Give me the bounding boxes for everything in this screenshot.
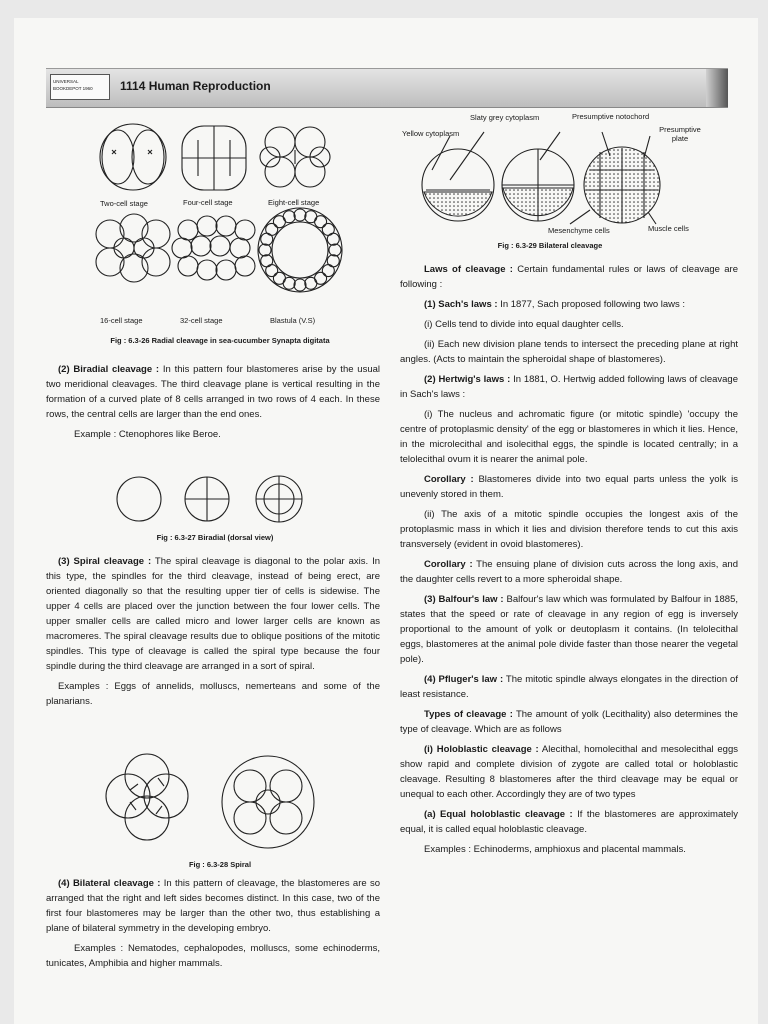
laws-heading: Laws of cleavage : [424,264,513,275]
label-slaty-grey: Slaty grey cytoplasm [470,113,540,122]
spiral-heading: (3) Spiral cleavage : [58,556,152,567]
equal-holoblastic-text: If the blastomeres are approximately equal, it is called equal holoblastic cleavage. [400,809,739,835]
sach-heading: (1) Sach's laws : [424,299,498,310]
blastula-cell [329,244,341,256]
label-thirty-two-cell: 32-cell stage [180,316,223,325]
left-column-bilateral [46,876,380,976]
equal-holoblastic-example: Examples : Echinoderms, amphioxus and placental mammals. [424,844,686,855]
fig-27-caption: Fig : 6.3-27 Biradial (dorsal view) [156,533,274,542]
biradial-figure [115,475,315,525]
blastula-cell [283,211,295,223]
label-two-cell: Two-cell stage [100,199,148,208]
balfour-text: Balfour's law which was formulated by Balfour in 1885, states that the speed or rate of cleavage in any region of egg is inversely proportional to the amount of yolk or deutoplasm it contains. (In telolecithal eggs, blastomeres at the animal pole divide faster than those nearer the vegetal pole). [400,594,738,665]
label-sixteen-cell: 16-cell stage [100,316,143,325]
hertwig-heading: (2) Hertwig's laws : [424,374,511,385]
page-header [46,68,728,108]
blastula-cell [327,233,339,245]
logo-line-2: BOOKDEPOT 1960 [53,86,93,91]
publisher-logo [50,74,110,100]
right-column [400,262,738,862]
biradial-example: Example : Ctenophores like Beroe. [74,429,221,440]
bilateral-cleavage-figure [420,140,680,240]
sach-law-i: (i) Cells tend to divide into equal daughter cells. [424,319,624,330]
thirty-two-cell-stage-drawing [172,216,255,280]
left-column-biradial [46,362,380,447]
four-cell-stage-drawing [182,126,246,190]
bilateral-heading: (4) Bilateral cleavage : [58,878,161,889]
hertwig-law-i: (i) The nucleus and achromatic figure (or mitotic spindle) 'occupy the centre of protoplasmic density' of the egg or blastomeres in which it lies. Hence, in the microlecithal and isolecithal eggs, the spindle is located centrally; in a telolecithal ovum it is nearer the animal pole. [400,409,738,465]
blastula-cells [259,209,341,291]
corollary-1-heading: Corollary : [424,474,474,485]
corollary-1-text: Blastomeres divide into two equal parts unless the yolk is unevenly stored in them. [400,474,738,500]
eight-cell-stage-drawing [260,127,330,187]
biradial-heading: (2) Biradial cleavage : [58,364,160,375]
fig-26-caption: Fig : 6.3-26 Radial cleavage in sea-cucumber Synapta digitata [110,336,330,345]
label-blastula: Blastula (V.S) [270,316,316,325]
holoblastic-text: Alecithal, homolecithal and mesolecithal eggs show rapid and complete division of zygote are called total or holoblastic cleavage. Resulting 8 blastomeres after the third cleavage may be equal or unequal to each other. Accordingly they are of two types [400,744,738,800]
blastula-cell [294,279,306,291]
logo-line-1: UNIVERSAL [53,79,79,84]
bilateral-text: In this pattern of cleavage, the blastomeres are so arranged that the right and left sides becomes distinct. In this case, two of the first four blastomeres may be larger than the other two, thus establishing a plane of bilateral symmetry in the developing embryo. [46,878,381,934]
types-text: The amount of yolk (Lecithality) also determines the type of cleavage. Which are as follows [400,709,738,735]
blastula-cell [322,265,334,277]
spiral-text: The spiral cleavage is diagonal to the polar axis. In this type, the spindles for the third cleavage, instead of being erect, are oriented diagonally so that the resulting upper tier of cells is sidewise. The upper 4 cells are placed over the junction between the four lower cells. The upper smaller cells are called micro and lower larger cells are known as macromeres. The spiral cleavage results due to oblique positions of the mitotic spindles. This type of cleavage is called the spiral type because the four spindle during the third cleavage are arranged in a sort of spiral. [46,556,380,672]
label-eight-cell: Eight-cell stage [268,198,320,207]
label-muscle-cells: Muscle cells [648,224,689,233]
types-heading: Types of cleavage : [424,709,513,720]
sixteen-cell-stage-drawing [96,214,170,282]
bilateral-example: Examples : Nematodes, cephalopodes, molluscs, some echinoderms, tunicates, Amphibia and higher mammals. [46,943,380,969]
hertwig-law-ii: (ii) The axis of a mitotic spindle occupies the longest axis of the protoplasmic mass in which it lies and division therefore tends to cut this axis transversely (evident in ovoid blastomeres). [400,509,738,550]
spiral-example: Examples : Eggs of annelids, molluscs, nemerteans and some of the planarians. [46,681,380,707]
label-mesenchyme: Mesenchyme cells [548,226,610,235]
fig-28-caption: Fig : 6.3-28 Spiral [188,860,252,869]
corollary-2-heading: Corollary : [424,559,473,570]
blastula-cell [315,216,327,228]
label-four-cell: Four-cell stage [183,198,233,207]
holoblastic-heading: (i) Holoblastic cleavage : [424,744,539,755]
two-cell-stage-drawing [100,124,166,190]
corollary-2-text: The ensuing plane of division cuts across the long axis, and the daughter cells revert to a more spheroidal shape. [400,559,738,585]
blastula-cell [266,223,278,235]
blastula-cell [273,272,285,284]
blastula-cell [305,277,317,289]
blastula-cell [294,209,306,221]
label-presumptive-notochord: Presumptive notochord [572,112,650,121]
blastula-cell [259,244,271,256]
header-stripe [706,69,728,107]
sach-text: In 1877, Sach proposed following two laws : [497,299,686,310]
label-presumptive-plate: Presumptive plate [659,125,701,143]
fig-29-caption: Fig : 6.3-29 Bilateral cleavage [497,241,603,250]
pfluger-text: The mitotic spindle always elongates in the direction of least resistance. [400,674,738,700]
equal-holoblastic-heading: (a) Equal holoblastic cleavage : [424,809,573,820]
spiral-figure [100,750,340,855]
laws-text: Certain fundamental rules or laws of cleavage are following : [400,264,738,290]
radial-cleavage-figure [90,120,360,320]
sach-law-ii: (ii) Each new division plane tends to intersect the preceding plane at right angles. (Acts to maintain the spheroidal shape of blastomeres). [400,339,738,365]
biradial-text: In this pattern four blastomeres arise by the usual two meridional cleavages. The third cleavage plane is vertical resulting in the formation of a curved plate of 8 cells arranged in two rows of 4 each. In these rows, the central cells are larger than the end ones. [46,364,380,420]
page-title: 1114 Human Reproduction [120,79,271,93]
blastula-cell [261,255,273,267]
hertwig-text: In 1881, O. Hertwig added following laws of cleavage in Sach's laws : [400,374,738,400]
left-column-spiral [46,554,380,714]
pfluger-heading: (4) Pfluger's law : [424,674,504,685]
label-yellow-cytoplasm: Yellow cytoplasm [402,129,460,138]
balfour-heading: (3) Balfour's law : [424,594,504,605]
